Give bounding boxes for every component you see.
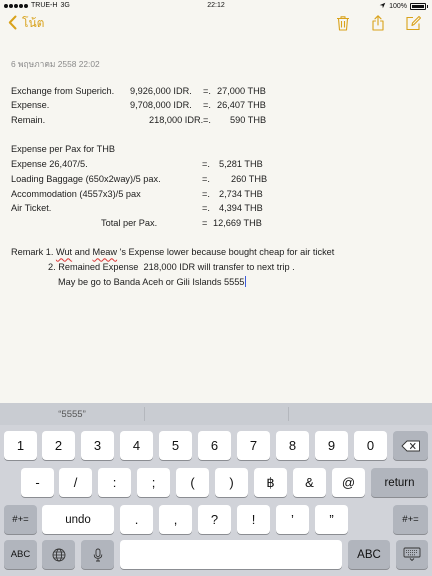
chevron-left-icon bbox=[8, 15, 17, 33]
dictation-button[interactable] bbox=[81, 540, 114, 569]
suggestion-3[interactable] bbox=[288, 403, 432, 425]
backspace-icon bbox=[401, 440, 421, 452]
key-4[interactable]: 4 bbox=[120, 431, 153, 460]
total-row: Total per Pax. = 12,669 THB bbox=[101, 217, 262, 228]
remain-row: Remain. 218,000 IDR. =. 590 THB bbox=[11, 115, 267, 126]
key-7[interactable]: 7 bbox=[237, 431, 270, 460]
key-3[interactable]: 3 bbox=[81, 431, 114, 460]
key-ampersand[interactable]: & bbox=[293, 468, 326, 497]
per-pax-section bbox=[11, 142, 426, 230]
key-6[interactable]: 6 bbox=[198, 431, 231, 460]
key-question[interactable]: ? bbox=[198, 505, 231, 534]
key-baht[interactable]: ฿ bbox=[254, 468, 287, 497]
key-semicolon[interactable]: ; bbox=[137, 468, 170, 497]
per-pax-heading: Expense per Pax for THB bbox=[11, 144, 116, 155]
note-body[interactable] bbox=[11, 57, 426, 289]
abc-button-right[interactable]: ABC bbox=[348, 540, 390, 569]
key-apostrophe[interactable]: ’ bbox=[276, 505, 309, 534]
remark-line-2: 2. Remained Expense 218,000 IDR will transfer to next trip . bbox=[48, 261, 295, 272]
globe-button[interactable] bbox=[42, 540, 75, 569]
globe-icon bbox=[52, 548, 66, 562]
undo-button[interactable]: undo bbox=[42, 505, 114, 534]
misspelled-word[interactable]: Meaw bbox=[92, 247, 118, 258]
suggestion-1[interactable]: “5555” bbox=[58, 408, 86, 420]
keyboard-hide-icon bbox=[403, 547, 421, 562]
key-9[interactable]: 9 bbox=[315, 431, 348, 460]
more-symbols-button-left[interactable]: #+= bbox=[4, 505, 37, 534]
battery-percent: 100% bbox=[389, 3, 407, 10]
expense-row: Expense. 9,708,000 IDR. =. 26,407 THB bbox=[11, 100, 266, 111]
return-button[interactable]: return bbox=[371, 468, 428, 497]
key-5[interactable]: 5 bbox=[159, 431, 192, 460]
key-period[interactable]: . bbox=[120, 505, 153, 534]
back-button[interactable] bbox=[8, 14, 44, 33]
trash-icon[interactable] bbox=[334, 14, 352, 32]
nav-bar bbox=[0, 11, 432, 37]
status-bar bbox=[0, 0, 432, 11]
share-icon[interactable] bbox=[369, 14, 387, 32]
remark-section bbox=[11, 245, 426, 289]
battery-info bbox=[379, 2, 428, 11]
carrier-label: TRUE-H bbox=[31, 2, 58, 9]
battery-icon bbox=[410, 3, 426, 10]
network-label: 3G bbox=[60, 2, 70, 9]
key-1[interactable]: 1 bbox=[4, 431, 37, 460]
exchange-section bbox=[11, 84, 426, 128]
remark-line-1: Remark 1. Wut and Meaw 's Expense lower because bought cheap for air ticket bbox=[11, 247, 335, 258]
suggestion-bar bbox=[0, 403, 432, 425]
note-date: 6 พฤษภาคม 2558 22:02 bbox=[11, 59, 100, 69]
key-slash[interactable]: / bbox=[59, 468, 92, 497]
suggestion-2[interactable] bbox=[144, 403, 288, 425]
key-2[interactable]: 2 bbox=[42, 431, 75, 460]
key-at[interactable]: @ bbox=[332, 468, 365, 497]
abc-button-left[interactable]: ABC bbox=[4, 540, 37, 569]
per-pax-row: Expense 26,407/5. =. 5,281 THB bbox=[11, 159, 263, 170]
backspace-button[interactable] bbox=[393, 431, 428, 460]
clock: 22:12 bbox=[207, 2, 225, 9]
text-cursor bbox=[245, 276, 246, 287]
key-quote[interactable]: ” bbox=[315, 505, 348, 534]
key-close-paren[interactable]: ) bbox=[215, 468, 248, 497]
more-symbols-button-right[interactable]: #+= bbox=[393, 505, 428, 534]
exchange-row: Exchange from Superich. 9,926,000 IDR. =. 27,000 THB bbox=[11, 85, 266, 96]
keyboard bbox=[0, 403, 432, 576]
space-bar[interactable] bbox=[120, 540, 342, 569]
key-8[interactable]: 8 bbox=[276, 431, 309, 460]
remark-line-3: May be go to Banda Aceh or Gili Islands 5555 bbox=[58, 276, 245, 287]
per-pax-row: Accommodation (4557x3)/5 pax =. 2,734 THB bbox=[11, 188, 263, 199]
key-hyphen[interactable]: - bbox=[21, 468, 54, 497]
key-open-paren[interactable]: ( bbox=[176, 468, 209, 497]
per-pax-row: Loading Baggage (650x2way)/5 pax. =. 260 THB bbox=[11, 173, 268, 184]
key-comma[interactable]: , bbox=[159, 505, 192, 534]
location-icon bbox=[379, 2, 386, 11]
key-exclamation[interactable]: ! bbox=[237, 505, 270, 534]
microphone-icon bbox=[93, 548, 103, 562]
misspelled-word[interactable]: Wut bbox=[55, 247, 73, 258]
key-0[interactable]: 0 bbox=[354, 431, 387, 460]
key-colon[interactable]: : bbox=[98, 468, 131, 497]
compose-icon[interactable] bbox=[404, 14, 422, 32]
hide-keyboard-button[interactable] bbox=[396, 540, 428, 569]
back-label: โน้ต bbox=[22, 16, 45, 30]
per-pax-row: Air Ticket. =. 4,394 THB bbox=[11, 203, 263, 214]
